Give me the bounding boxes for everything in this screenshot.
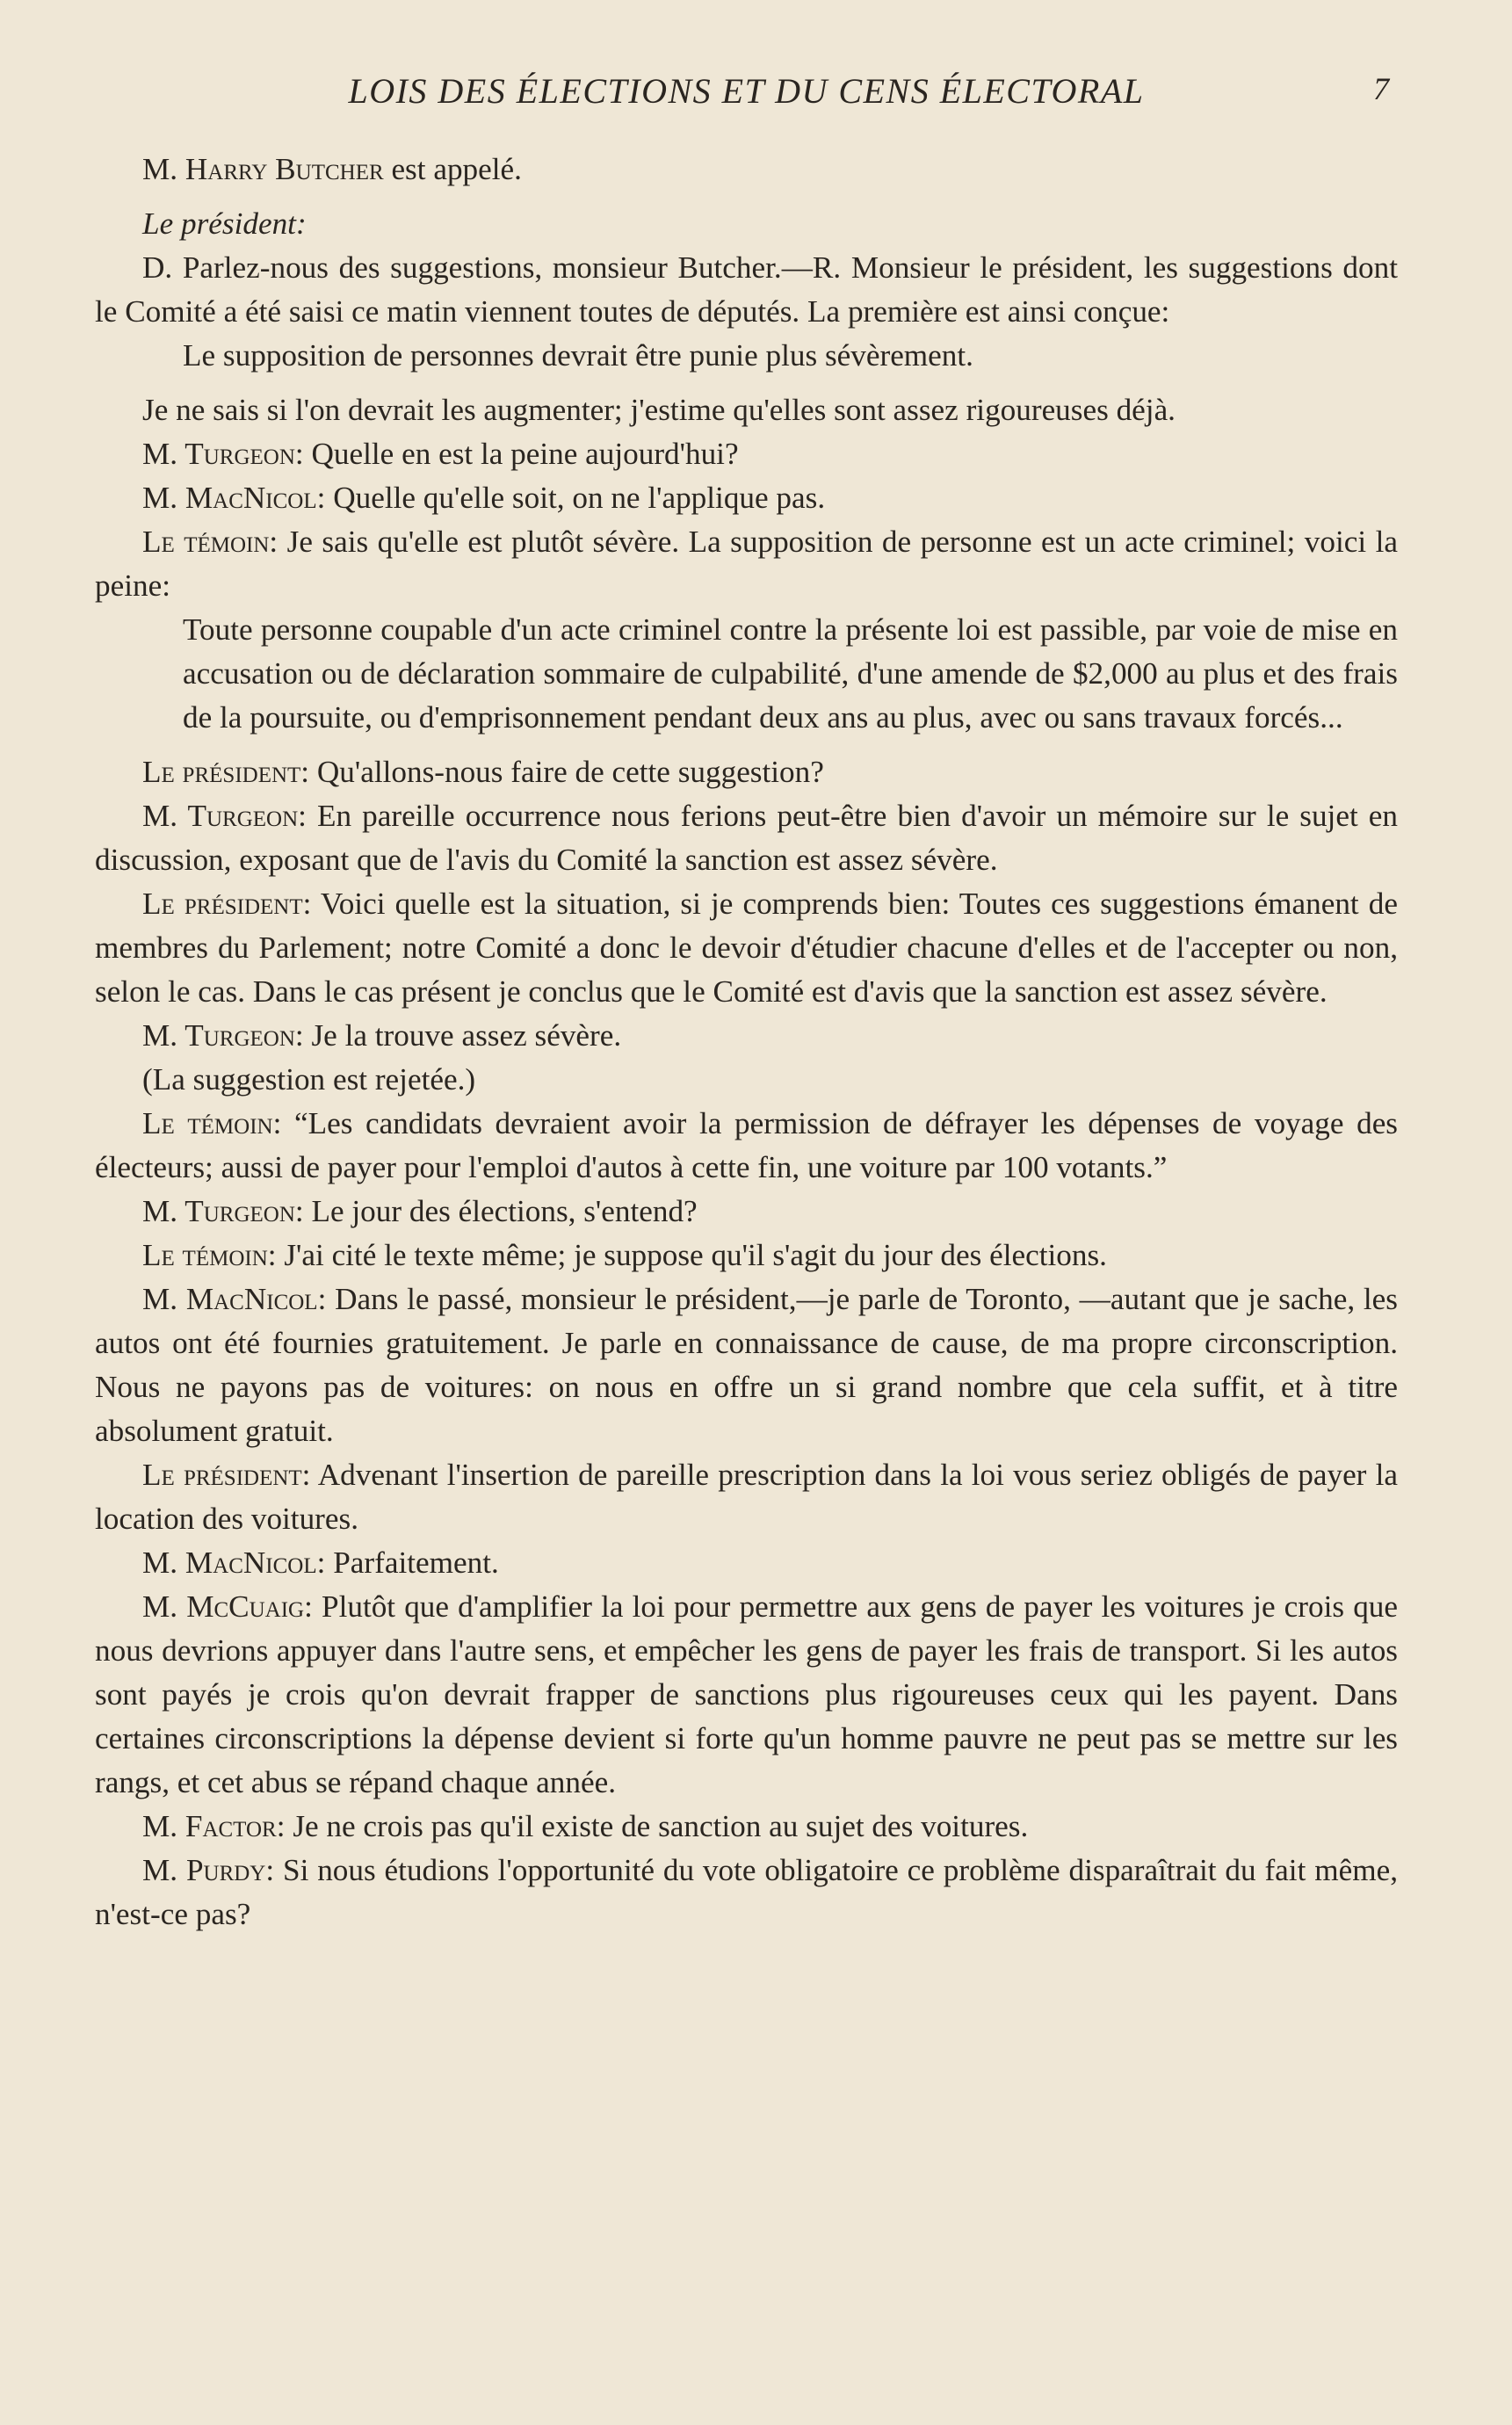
paragraph [95,1849,1398,1936]
speaker: Le témoin: [142,1238,277,1272]
paragraph [95,1453,1398,1541]
paragraph-text: Je ne crois pas qu'il existe de sanction au sujet des voitures. [285,1809,1029,1843]
speaker: Le président: [142,1458,311,1492]
paragraph-text: est appelé. [383,152,522,186]
paragraph [95,476,1398,520]
speaker: M. Turgeon: [142,437,304,471]
paragraph-text: Parfaitement. [325,1545,499,1580]
running-head: LOIS DES ÉLECTIONS ET DU CENS ÉLECTORAL [348,71,1145,111]
quotation-text: Le supposition de personnes devrait être punie plus sévèrement. [183,338,973,373]
paragraph [95,1102,1398,1190]
speaker: Le président: [142,755,310,789]
paragraph-text: Quelle en est la peine aujourd'hui? [303,437,739,471]
speaker: M. MacNicol: [142,481,326,515]
paragraph [95,1234,1398,1278]
speaker: Le témoin: [142,525,279,559]
speaker: M. Purdy: [142,1853,275,1887]
paragraph [95,794,1398,882]
speaker: M. Turgeon: [142,1018,304,1053]
speaker: M. Harry Butcher [142,152,384,186]
speaker: Le président: [142,887,312,921]
paragraph-text: En pareille occurrence nous ferions peut-être bien d'avoir un mémoire sur le sujet en discussion, exposant que de l'avis du Comité la sanction est assez sévère. [95,799,1398,877]
paragraph [95,1014,1398,1058]
paragraph-text: J'ai cité le texte même; je suppose qu'il s'agit du jour des élections. [276,1238,1107,1272]
paragraph-text: Je sais qu'elle est plutôt sévère. La supposition de personne est un acte criminel; voici la peine: [95,525,1398,603]
paragraph-text: Le jour des élections, s'entend? [303,1194,698,1228]
paragraph-text: Voici quelle est la situation, si je comprends bien: Toutes ces suggestions émanent de membres du Parlement; notre Comité a donc le devoir d'étudier chacune d'elles et de l'accepter ou non, selon le cas. Dans le cas présent je conclus que le Comité est d'avis que la sanction est assez sévère. [95,887,1398,1009]
speaker: M. Turgeon: [142,1194,304,1228]
body-text [95,148,1398,1936]
paragraph-text: Si nous étudions l'opportunité du vote obligatoire ce problème disparaîtrait du fait même, n'est-ce pas? [95,1853,1398,1931]
paragraph-text: Plutôt que d'amplifier la loi pour permettre aux gens de payer les voitures je crois que nous devrions appuyer dans l'autre sens, et empêcher les gens de payer les frais de transport. Si les autos sont payés je crois qu'on devrait frapper de sanctions plus rigoureuses ceux qui les payent. Dans certaines circonscriptions la dépense devient si forte qu'un homme pauvre ne peut pas se mettre sur les rangs, et cet abus se répand chaque année. [95,1589,1398,1799]
paragraph [95,1541,1398,1585]
paragraph [95,1058,1398,1102]
section-heading: Le président: [142,206,307,241]
page-header [95,62,1398,132]
paragraph-text: “Les candidats devraient avoir la permission de défrayer les dépenses de voyage des électeurs; aussi de payer pour l'emploi d'autos à cette fin, une voiture par 100 votants.” [95,1106,1398,1184]
paragraph [95,750,1398,794]
quotation-text: Toute personne coupable d'un acte criminel contre la présente loi est passible, par voie de mise en accusation ou de déclaration sommaire de culpabilité, d'une amende de $2,000 au plus et des frais de la poursuite, ou d'emprisonnement pendant deux ans au plus, avec ou sans travaux forcés... [183,612,1398,735]
speaker: M. Factor: [142,1809,286,1843]
paragraph [95,388,1398,432]
paragraph-text: Je la trouve assez sévère. [303,1018,622,1053]
speaker: M. McCuaig: [142,1589,313,1624]
paragraph [95,1190,1398,1234]
speaker: Le témoin: [142,1106,282,1140]
paragraph [95,1805,1398,1849]
paragraph [95,1278,1398,1453]
paragraph-text: Qu'allons-nous faire de cette suggestion? [309,755,824,789]
quotation [95,334,1398,378]
paragraph-text: Je ne sais si l'on devrait les augmenter; j'estime qu'elles sont assez rigoureuses déjà. [142,393,1176,427]
paragraph [95,882,1398,1014]
paragraph [95,246,1398,334]
paragraph [95,520,1398,608]
paragraph-text: Advenant l'insertion de pareille prescription dans la loi vous seriez obligés de payer la location des voitures. [95,1458,1398,1536]
page-number: 7 [1373,71,1389,106]
paragraph [95,148,1398,192]
paragraph-text: (La suggestion est rejetée.) [142,1062,476,1097]
speaker: M. MacNicol: [142,1282,327,1316]
paragraph-text: Dans le passé, monsieur le président,—je parle de Toronto, —autant que je sache, les autos ont été fournies gratuitement. Je parle en connaissance de cause, de ma propre circonscription. Nous ne payons pas de voitures: on nous en offre un si grand nombre que cela suffit, et à titre absolument gratuit. [95,1282,1398,1448]
paragraph-text: D. Parlez-nous des suggestions, monsieur Butcher.—R. Monsieur le président, les suggestions dont le Comité a été saisi ce matin viennent toutes de députés. La première est ainsi conçue: [95,250,1398,329]
speaker: M. MacNicol: [142,1545,326,1580]
speaker: M. Turgeon: [142,799,307,833]
paragraph [95,432,1398,476]
paragraph-text: Quelle qu'elle soit, on ne l'applique pas. [325,481,826,515]
quotation [95,608,1398,740]
paragraph [95,1585,1398,1805]
